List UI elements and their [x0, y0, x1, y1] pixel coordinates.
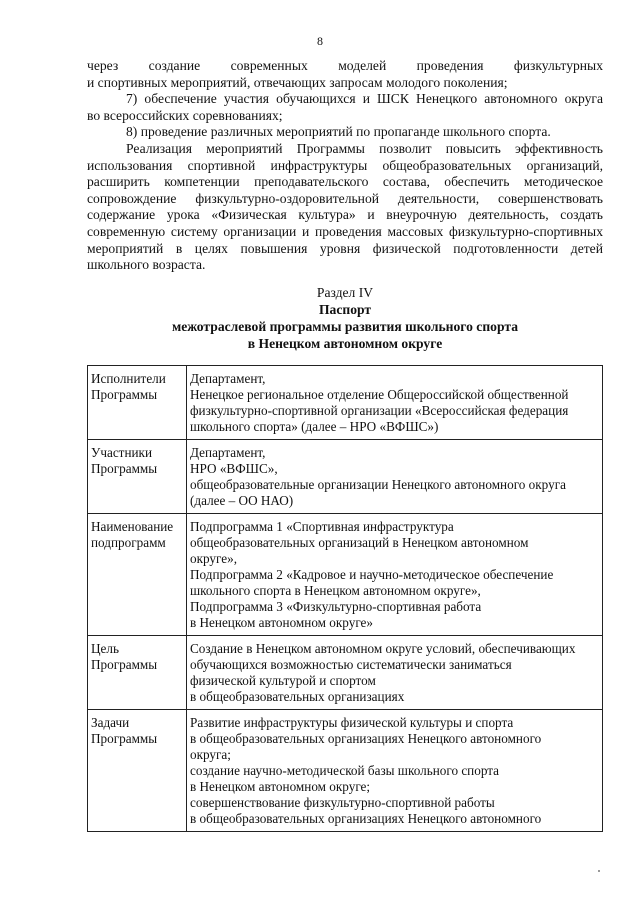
content-line: в Ненецком автономном округе; — [190, 779, 371, 794]
content-line: физкультурно-спортивной организации «Всероссийская федерация — [190, 403, 569, 418]
content-line: создание научно-методической базы школьного спорта — [190, 763, 500, 778]
content-line: НРО «ВФШС», — [190, 461, 278, 476]
label-line: Программы — [91, 387, 158, 402]
label-line: Программы — [91, 731, 158, 746]
table-row — [88, 514, 603, 636]
content-line: обучающихся возможностью систематически заниматься — [190, 657, 512, 672]
passport-table — [87, 365, 603, 832]
paragraph-line: мероприятий в целях повышения уровня физической подготовленности детей — [87, 240, 603, 256]
content-line: общеобразовательные организации Ненецкого автономного округа — [190, 477, 566, 492]
section-heading — [87, 284, 603, 352]
label-line: Участники — [91, 445, 153, 460]
table-row — [88, 366, 603, 440]
label-line: подпрограмм — [91, 535, 166, 550]
row-content — [187, 440, 603, 514]
paragraph-line: во всероссийских соревнованиях; — [87, 107, 283, 123]
paragraph-line: школьного возраста. — [87, 257, 206, 273]
intro-text — [87, 58, 603, 274]
label-line: Цель — [91, 641, 119, 656]
section-subtitle: в Ненецком автономном округе — [247, 336, 443, 351]
row-content — [187, 636, 603, 710]
content-line: Департамент, — [190, 371, 266, 386]
content-line: школьного спорта» (далее – НРО «ВФШС») — [190, 419, 439, 434]
page-number: 8 — [317, 34, 323, 48]
row-content — [187, 366, 603, 440]
content-line: Подпрограмма 3 «Физкультурно-спортивная работа — [190, 599, 482, 614]
row-label — [88, 366, 187, 440]
row-content — [187, 514, 603, 636]
content-line: Подпрограмма 1 «Спортивная инфраструктура — [190, 519, 454, 534]
row-label — [88, 710, 187, 832]
table-row — [88, 710, 603, 832]
scan-speck — [598, 870, 600, 872]
content-line: Подпрограмма 2 «Кадровое и научно-методическое обеспечение — [190, 567, 554, 582]
label-line: Исполнители — [91, 371, 166, 386]
paragraph-line: 7) обеспечение участия обучающихся и ШСК Ненецкого автономного округа — [126, 91, 603, 107]
section-number: Раздел IV — [316, 285, 374, 300]
content-line: общеобразовательных организаций в Ненецком автономном — [190, 535, 529, 550]
content-line: школьного спорта в Ненецком автономном округе», — [190, 583, 481, 598]
section-subtitle: межотраслевой программы развития школьного спорта — [171, 319, 518, 334]
content-line: физической культурой и спортом — [190, 673, 376, 688]
row-content — [187, 710, 603, 832]
label-line: Программы — [91, 461, 158, 476]
content-line: округе», — [190, 551, 237, 566]
content-line: Ненецкое региональное отделение Общероссийской общественной — [190, 387, 569, 402]
content-line: в общеобразовательных организациях Ненецкого автономного — [190, 811, 542, 826]
content-line: Создание в Ненецком автономном округе условий, обеспечивающих — [190, 641, 576, 656]
content-line: в Ненецком автономном округе» — [190, 615, 374, 630]
paragraph-line: расширить компетенции преподавательского состава, обеспечить методическое — [87, 174, 603, 190]
row-label — [88, 636, 187, 710]
label-line: Наименование — [91, 519, 174, 534]
paragraph-line: 8) проведение различных мероприятий по пропаганде школьного спорта. — [126, 124, 551, 140]
content-line: совершенствование физкультурно-спортивной работы — [190, 795, 495, 810]
content-line: (далее – ОО НАО) — [190, 493, 294, 508]
paragraph-line: сопровождение физкультурно-оздоровительной деятельности, совершенствовать — [87, 190, 603, 206]
label-line: Задачи — [91, 715, 130, 730]
content-line: Развитие инфраструктуры физической культуры и спорта — [190, 715, 514, 730]
content-line: в общеобразовательных организациях — [190, 689, 405, 704]
content-line: в общеобразовательных организациях Ненецкого автономного — [190, 731, 542, 746]
table-row — [88, 440, 603, 514]
paragraph-line: содержание урока «Физическая культура» и внеурочную деятельность, создать — [87, 207, 603, 223]
content-line: округа; — [190, 747, 231, 762]
content-line: Департамент, — [190, 445, 266, 460]
label-line: Программы — [91, 657, 158, 672]
paragraph-line: через создание современных моделей проведения физкультурных — [87, 58, 603, 73]
row-label — [88, 514, 187, 636]
section-title: Паспорт — [318, 302, 372, 317]
paragraph-line: и спортивных мероприятий, отвечающих запросам молодого поколения; — [87, 74, 508, 90]
table-row — [88, 636, 603, 710]
row-label — [88, 440, 187, 514]
paragraph-line: использования спортивной инфраструктуры общеобразовательных организаций, — [87, 157, 603, 173]
paragraph-line: Реализация мероприятий Программы позволит повысить эффективность — [126, 140, 603, 156]
paragraph-line: современную систему организации и проведения массовых физкультурно-спортивных — [87, 223, 603, 239]
